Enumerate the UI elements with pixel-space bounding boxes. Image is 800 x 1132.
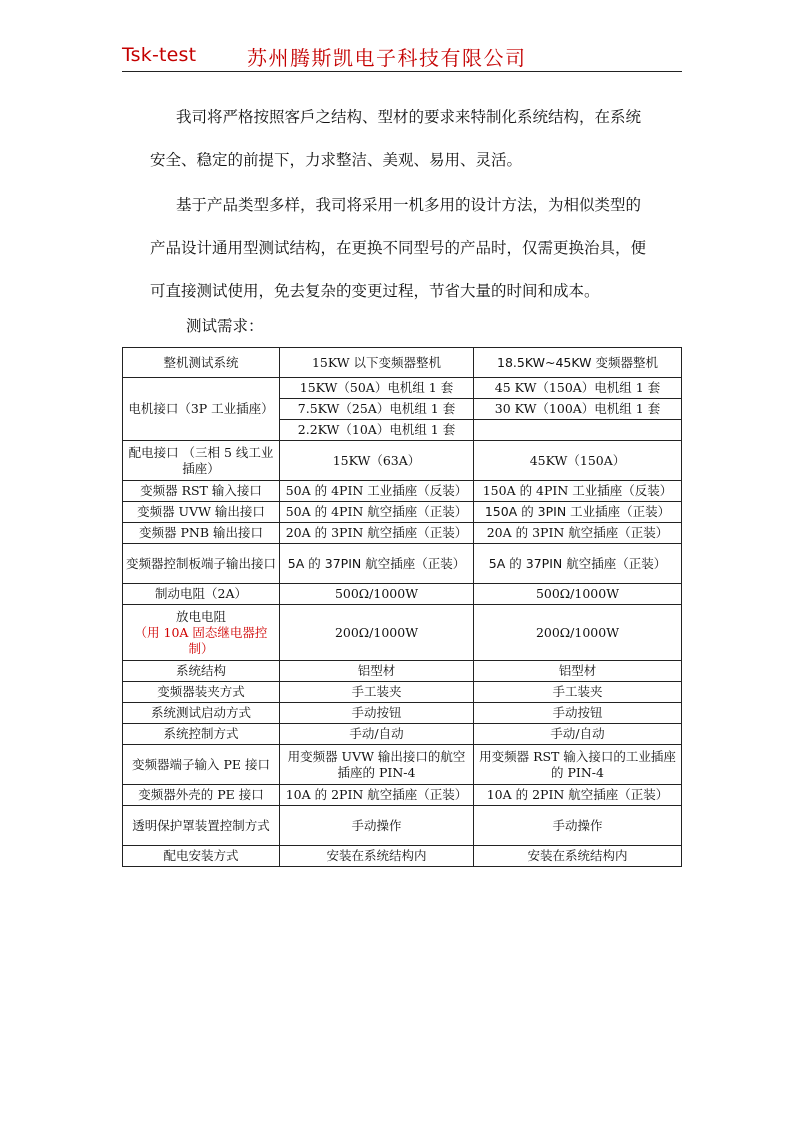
- table-cell: 用变频器 RST 输入接口的工业插座的 PIN-4: [474, 745, 682, 785]
- table-cell: 2.2KW（10A）电机组 1 套: [280, 420, 474, 441]
- table-cell: 手动操作: [280, 806, 474, 846]
- table-row: [123, 523, 682, 544]
- table-cell: 15KW（50A）电机组 1 套: [280, 378, 474, 399]
- table-cell: 45KW（150A）: [474, 441, 682, 481]
- row-label: 变频器外壳的 PE 接口: [123, 785, 280, 806]
- table-row: [123, 682, 682, 703]
- table-row: [123, 806, 682, 846]
- table-cell: 手动/自动: [280, 724, 474, 745]
- table-cell: 20A 的 3PIN 航空插座（正装）: [474, 523, 682, 544]
- paragraph-line: 安全、稳定的前提下，力求整洁、美观、易用、灵活。: [150, 151, 523, 169]
- table-cell: 50A 的 4PIN 航空插座（正装）: [280, 502, 474, 523]
- row-label: 变频器 PNB 输出接口: [123, 523, 280, 544]
- table-row: [123, 703, 682, 724]
- row-label: 配电接口 （三相 5 线工业插座）: [123, 441, 280, 481]
- requirements-title: 测试需求：: [186, 317, 264, 335]
- row-label: 电机接口（3P 工业插座）: [123, 378, 280, 441]
- paragraph-line: 可直接测试使用，免去复杂的变更过程，节省大量的时间和成本。: [150, 282, 600, 300]
- brand-name: Tsk-test: [122, 44, 197, 66]
- table-cell: 手动按钮: [280, 703, 474, 724]
- table-cell: 15KW（63A）: [280, 441, 474, 481]
- table-cell: 10A 的 2PIN 航空插座（正装）: [474, 785, 682, 806]
- table-cell: 20A 的 3PIN 航空插座（正装）: [280, 523, 474, 544]
- row-label: 系统控制方式: [123, 724, 280, 745]
- header-cell: 18.5KW~45KW 变频器整机: [474, 348, 682, 378]
- table-cell: 手动操作: [474, 806, 682, 846]
- table-cell: 铝型材: [280, 661, 474, 682]
- discharge-label: 放电电阻: [175, 608, 226, 624]
- page-header: [122, 40, 682, 70]
- row-label: 制动电阻（2A）: [123, 584, 280, 605]
- row-label: 系统结构: [123, 661, 280, 682]
- table-cell: 手工装夹: [280, 682, 474, 703]
- table-row: [123, 441, 682, 481]
- intro-paragraph-1: [150, 96, 690, 182]
- row-label: 变频器 RST 输入接口: [123, 481, 280, 502]
- table-cell: 500Ω/1000W: [280, 584, 474, 605]
- company-name: 苏州腾斯凯电子科技有限公司: [247, 46, 527, 70]
- paragraph-line: 我司将严格按照客戶之结构、型材的要求来特制化系统结构，在系统: [176, 108, 642, 126]
- table-cell: 手工装夹: [474, 682, 682, 703]
- table-cell: 5A 的 37PIN 航空插座（正装）: [280, 544, 474, 584]
- paragraph-line: 基于产品类型多样，我司将采用一机多用的设计方法，为相似类型的: [176, 196, 642, 214]
- table-cell: 5A 的 37PIN 航空插座（正装）: [474, 544, 682, 584]
- table-cell: 10A 的 2PIN 航空插座（正装）: [280, 785, 474, 806]
- table-cell: 150A 的 3PIN 工业插座（正装）: [474, 502, 682, 523]
- table-cell: 500Ω/1000W: [474, 584, 682, 605]
- header-divider: [122, 71, 682, 72]
- row-label: 系统测试启动方式: [123, 703, 280, 724]
- row-label: 变频器 UVW 输出接口: [123, 502, 280, 523]
- table-row: [123, 785, 682, 806]
- table-cell: 手动按钮: [474, 703, 682, 724]
- table-cell: 手动/自动: [474, 724, 682, 745]
- table-cell: 用变频器 UVW 输出接口的航空插座的 PIN-4: [280, 745, 474, 785]
- header-cell: 15KW 以下变频器整机: [280, 348, 474, 378]
- intro-paragraph-2: [150, 184, 690, 313]
- table-row: [123, 846, 682, 867]
- header-cell: 整机测试系统: [123, 348, 280, 378]
- row-label: 变频器控制板端子输出接口: [123, 544, 280, 584]
- table-cell: 安装在系统结构内: [474, 846, 682, 867]
- table-row: [123, 502, 682, 523]
- row-label: 变频器装夹方式: [123, 682, 280, 703]
- requirements-table: [122, 347, 682, 867]
- row-label: 配电安装方式: [123, 846, 280, 867]
- table-cell: 30 KW（100A）电机组 1 套: [474, 399, 682, 420]
- table-cell: 200Ω/1000W: [474, 605, 682, 661]
- table-row: [123, 661, 682, 682]
- table-cell: [474, 420, 682, 441]
- discharge-note: （用 10A 固态继电器控制）: [134, 624, 268, 656]
- table-cell: 7.5KW（25A）电机组 1 套: [280, 399, 474, 420]
- table-row: [123, 378, 682, 399]
- row-label: 变频器端子输入 PE 接口: [123, 745, 280, 785]
- table-cell: 50A 的 4PIN 工业插座（反装）: [280, 481, 474, 502]
- table-cell: 安装在系统结构内: [280, 846, 474, 867]
- table-row: [123, 724, 682, 745]
- table-row: [123, 605, 682, 661]
- row-label: 透明保护罩装置控制方式: [123, 806, 280, 846]
- table-row: [123, 481, 682, 502]
- table-cell: 45 KW（150A）电机组 1 套: [474, 378, 682, 399]
- row-label: [123, 605, 280, 661]
- table-row: [123, 584, 682, 605]
- table-cell: 铝型材: [474, 661, 682, 682]
- table-row: [123, 544, 682, 584]
- paragraph-line: 产品设计通用型测试结构，在更换不同型号的产品时，仅需更换治具，便: [150, 239, 647, 257]
- table-cell: 150A 的 4PIN 工业插座（反装）: [474, 481, 682, 502]
- table-cell: 200Ω/1000W: [280, 605, 474, 661]
- table-header-row: [123, 348, 682, 378]
- table-row: [123, 745, 682, 785]
